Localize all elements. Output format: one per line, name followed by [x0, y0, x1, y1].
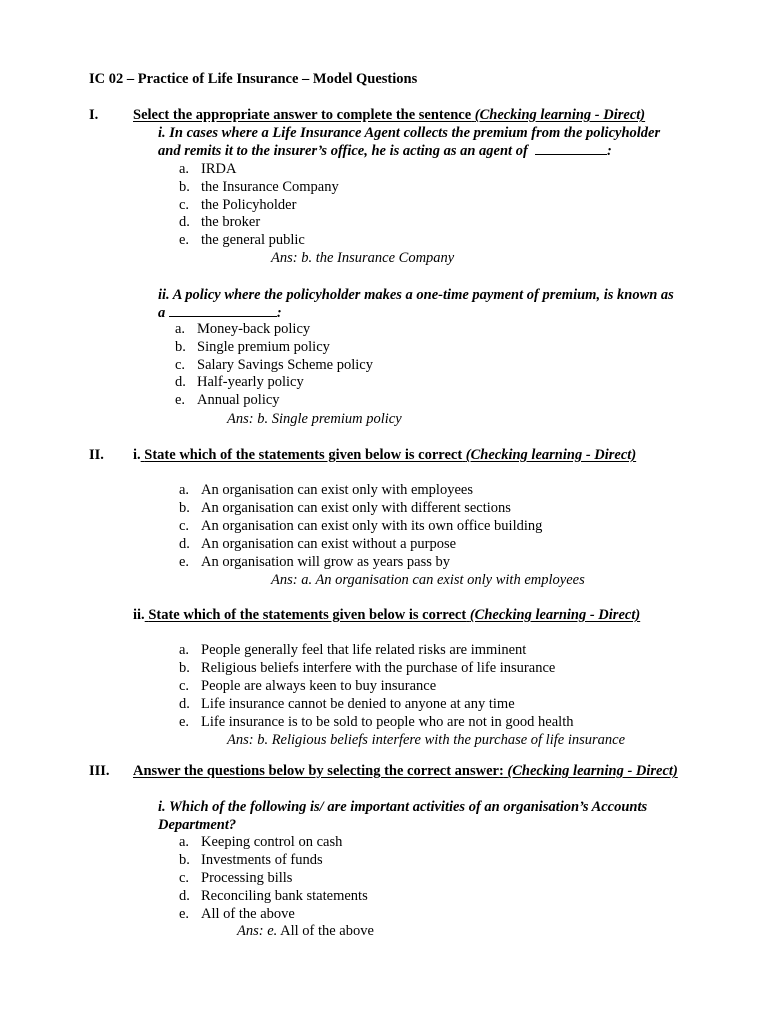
- section-2-q1-tag: (Checking learning - Direct): [465, 447, 637, 463]
- option-text: Keeping control on cash: [201, 834, 343, 850]
- option-letter: b.: [179, 851, 190, 868]
- option-letter: e.: [179, 713, 190, 730]
- option-letter: a.: [179, 161, 190, 177]
- section-numeral-3: III.: [89, 763, 110, 779]
- question-2-line-2-prefix: a: [158, 305, 166, 321]
- option-text: People generally feel that life related risks are imminent: [201, 642, 527, 658]
- section-tag-3: (Checking learning - Direct): [507, 763, 678, 779]
- section-3-q1-answer: [237, 922, 374, 940]
- option-item: [179, 160, 236, 178]
- option-text: Salary Savings Scheme policy: [197, 356, 373, 373]
- option-text: Half-yearly policy: [197, 374, 304, 391]
- option-item: [179, 553, 450, 571]
- section-numeral-1: I.: [89, 107, 99, 123]
- option-item: [175, 391, 280, 409]
- option-text: Life insurance is to be sold to people who are not in good health: [201, 713, 574, 730]
- option-text: Religious beliefs interfere with the purchase of life insurance: [201, 659, 556, 676]
- option-letter: c.: [179, 677, 190, 694]
- section-heading-3: [133, 762, 678, 780]
- answer-blank: [169, 304, 277, 317]
- option-letter: c.: [175, 356, 186, 373]
- section-heading-3-text: Answer the questions below by selecting the correct answer:: [133, 763, 504, 779]
- option-text: Single premium policy: [197, 338, 330, 355]
- option-text: Investments of funds: [201, 851, 323, 868]
- section-2-q1-answer: Ans: a. An organisation can exist only with employees: [271, 572, 585, 588]
- page-title: IC 02 – Practice of Life Insurance – Model Questions: [89, 71, 418, 87]
- option-item: [179, 695, 515, 713]
- option-item: [179, 887, 368, 905]
- option-text: Annual policy: [197, 392, 280, 409]
- option-text: Processing bills: [201, 869, 293, 886]
- option-letter: b.: [179, 178, 190, 195]
- option-letter: d.: [179, 695, 190, 712]
- option-letter: b.: [179, 659, 190, 676]
- option-item: [175, 320, 310, 338]
- section-2-q1-heading: [133, 446, 636, 464]
- option-letter: d.: [175, 374, 186, 391]
- option-text: People are always keen to buy insurance: [201, 677, 437, 694]
- option-item: [179, 196, 296, 214]
- option-item: [179, 659, 555, 677]
- section-3-q1-line-1: i. Which of the following is/ are important activities of an organisation’s Accounts: [158, 799, 648, 815]
- option-item: [179, 231, 305, 249]
- question-1-line-2-text: and remits it to the insurer’s office, he is acting as an agent of: [158, 143, 528, 159]
- option-letter: d.: [179, 887, 190, 904]
- option-item: [175, 338, 330, 356]
- question-2-line-1: ii. A policy where the policyholder makes a one-time payment of premium, is known as: [158, 287, 674, 303]
- option-letter: a.: [179, 642, 190, 658]
- option-item: [175, 356, 373, 374]
- option-item: [179, 213, 260, 231]
- option-letter: e.: [179, 232, 190, 249]
- section-3-q1-answer-text: All of the above: [280, 923, 374, 939]
- option-text: All of the above: [201, 905, 295, 922]
- section-2-q1-prefix: i.: [133, 447, 141, 463]
- section-2-q2-answer: Ans: b. Religious beliefs interfere with the purchase of life insurance: [227, 732, 626, 748]
- option-letter: a.: [179, 834, 190, 850]
- option-item: [179, 178, 339, 196]
- section-heading-1: [133, 106, 645, 124]
- option-item: [179, 481, 473, 499]
- option-text: Money-back policy: [197, 321, 311, 337]
- option-letter: c.: [179, 517, 190, 534]
- question-1-line-2: [158, 142, 612, 160]
- section-2-q2-underlined: [145, 607, 641, 623]
- section-heading-1-text: Select the appropriate answer to complete the sentence: [133, 107, 472, 123]
- section-2-q1-underlined: [141, 447, 637, 463]
- answer-blank-end: :: [276, 305, 282, 321]
- option-text: Life insurance cannot be denied to anyone at any time: [201, 695, 515, 712]
- section-3-q1-line-2: Department?: [158, 817, 237, 833]
- option-letter: e.: [179, 905, 190, 922]
- section-2-q2-tag: (Checking learning - Direct): [469, 607, 641, 623]
- option-letter: e.: [179, 553, 190, 570]
- section-2-q2-prefix: ii.: [133, 607, 145, 623]
- option-text: the Policyholder: [201, 196, 297, 213]
- option-text: An organisation can exist only with its own office building: [201, 517, 543, 534]
- option-text: IRDA: [201, 161, 237, 177]
- section-2-q1-heading-text: State which of the statements given below is correct: [144, 447, 463, 463]
- option-letter: d.: [179, 535, 190, 552]
- option-item: [179, 869, 292, 887]
- section-numeral-2: II.: [89, 447, 104, 463]
- option-letter: b.: [175, 338, 186, 355]
- option-letter: b.: [179, 499, 190, 516]
- option-item: [179, 517, 542, 535]
- option-item: [175, 373, 304, 391]
- answer-blank: [535, 142, 607, 155]
- question-1-answer: Ans: b. the Insurance Company: [271, 250, 455, 266]
- option-text: An organisation can exist only with employees: [201, 482, 473, 498]
- option-item: [179, 713, 573, 731]
- option-letter: a.: [179, 482, 190, 498]
- option-item: [179, 833, 342, 851]
- question-2-answer: Ans: b. Single premium policy: [227, 411, 402, 427]
- option-item: [179, 851, 323, 869]
- option-letter: d.: [179, 214, 190, 231]
- option-item: [179, 535, 456, 553]
- section-3-q1-answer-prefix: Ans: e.: [237, 923, 278, 939]
- option-letter: e.: [175, 392, 186, 409]
- option-item: [179, 499, 511, 517]
- option-text: An organisation can exist only with different sections: [201, 499, 511, 516]
- option-text: the Insurance Company: [201, 178, 339, 195]
- option-text: Reconciling bank statements: [201, 887, 368, 904]
- option-letter: a.: [175, 321, 186, 337]
- option-text: the general public: [201, 232, 305, 249]
- section-tag-1: (Checking learning - Direct): [474, 107, 646, 123]
- option-text: An organisation can exist without a purpose: [201, 535, 457, 552]
- option-item: [179, 905, 295, 923]
- section-2-q2-heading: [133, 606, 640, 624]
- option-text: the broker: [201, 214, 261, 231]
- section-2-q2-heading-text: State which of the statements given below is correct: [148, 607, 467, 623]
- answer-blank-end: :: [607, 143, 612, 159]
- question-1-line-1: i. In cases where a Life Insurance Agent collects the premium from the policyholder: [158, 125, 661, 141]
- option-text: An organisation will grow as years pass by: [201, 553, 451, 570]
- option-letter: c.: [179, 196, 190, 213]
- option-item: [179, 641, 526, 659]
- option-letter: c.: [179, 869, 190, 886]
- option-item: [179, 677, 436, 695]
